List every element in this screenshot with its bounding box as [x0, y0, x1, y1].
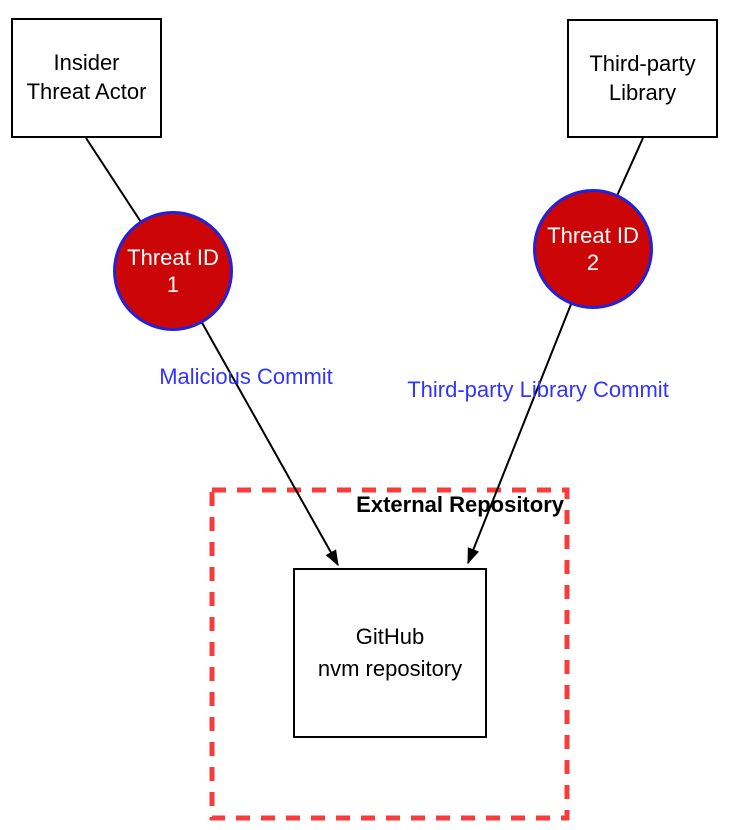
edge-label-third-party-library-commit: Third-party Library Commit [407, 377, 669, 402]
node-label-line: Threat Actor [26, 79, 147, 104]
threat-circle-1 [113, 211, 233, 331]
threat-id-number: 2 [586, 250, 600, 275]
threat-circle-2 [533, 189, 653, 309]
node-insider-threat-actor [11, 18, 162, 138]
node-label-line: Insider [53, 50, 120, 76]
node-label-line: Library [608, 79, 677, 105]
node-label-line: Third-party [589, 50, 696, 76]
node-label-line: GitHub [355, 624, 425, 650]
node-label-line: nvm repository [317, 656, 463, 681]
threat-label-line: Threat ID [127, 244, 219, 270]
node-github-nvm-repository [293, 568, 487, 738]
node-third-party-library [567, 19, 718, 138]
threat-label-line: Threat ID [547, 222, 639, 248]
threat-id-number: 1 [166, 272, 180, 297]
edge-label-malicious-commit: Malicious Commit [159, 364, 333, 389]
trust-boundary-label: External Repository [356, 492, 564, 517]
